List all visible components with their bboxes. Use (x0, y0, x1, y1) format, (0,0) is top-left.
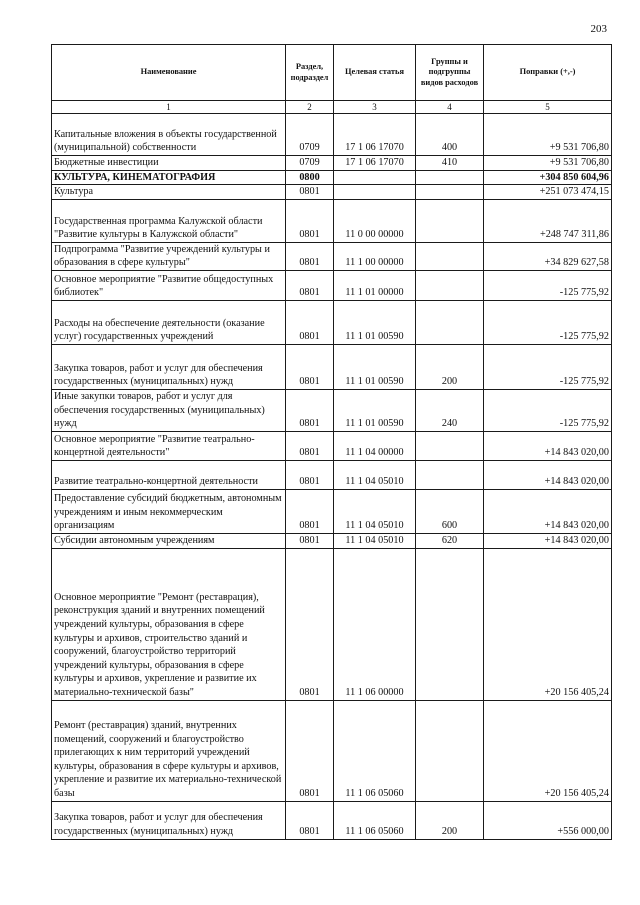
table-row (52, 170, 612, 185)
table-row (52, 389, 612, 431)
row-section-code: 0800 (286, 170, 334, 185)
page-number: 203 (590, 23, 607, 35)
row-name: Основное мероприятие "Развитие общедоступных библиотек" (52, 270, 286, 300)
header-section: Раздел, подраздел (286, 45, 334, 101)
row-target-article (334, 185, 416, 200)
row-section-code: 0801 (286, 300, 334, 344)
row-target-article: 11 1 06 05060 (334, 801, 416, 839)
row-name: Бюджетные инвестиции (52, 156, 286, 171)
row-section-code: 0801 (286, 344, 334, 389)
row-section-code: 0801 (286, 460, 334, 489)
row-name: Капитальные вложения в объекты государственной (муниципальной) собственности (52, 114, 286, 156)
row-name: Закупка товаров, работ и услуг для обеспечения государственных (муниципальных) нужд (52, 801, 286, 839)
table-row (52, 242, 612, 270)
row-name: Государственная программа Калужской области "Развитие культуры в Калужской области" (52, 199, 286, 242)
table-row (52, 533, 612, 548)
row-amendment: -125 775,92 (484, 300, 612, 344)
table-row (52, 270, 612, 300)
row-section-code: 0801 (286, 270, 334, 300)
row-name: Развитие театрально-концертной деятельности (52, 460, 286, 489)
row-amendment: +14 843 020,00 (484, 489, 612, 533)
row-expense-group (416, 170, 484, 185)
row-target-article (334, 170, 416, 185)
row-amendment: +9 531 706,80 (484, 156, 612, 171)
row-expense-group: 200 (416, 344, 484, 389)
row-name: Ремонт (реставрация) зданий, внутренних помещений, сооружений и благоустройство прилегающих к ним территорий учреждений культуры, образования в сфере культуры и архивов, укрепление и развитие их материально-технической базы (52, 700, 286, 801)
table-row (52, 114, 612, 156)
header-name: Наименование (52, 45, 286, 101)
row-section-code: 0801 (286, 801, 334, 839)
row-amendment: -125 775,92 (484, 270, 612, 300)
row-target-article: 11 1 04 05010 (334, 460, 416, 489)
row-section-code: 0801 (286, 199, 334, 242)
row-expense-group (416, 300, 484, 344)
row-section-code: 0801 (286, 185, 334, 200)
row-target-article: 11 1 04 05010 (334, 533, 416, 548)
row-target-article: 11 1 06 05060 (334, 700, 416, 801)
row-expense-group (416, 700, 484, 801)
row-target-article: 11 1 00 00000 (334, 242, 416, 270)
row-amendment: +556 000,00 (484, 801, 612, 839)
table-row (52, 300, 612, 344)
row-expense-group (416, 548, 484, 700)
row-target-article: 11 1 04 05010 (334, 489, 416, 533)
row-target-article: 17 1 06 17070 (334, 156, 416, 171)
table-row (52, 700, 612, 801)
row-name: Основное мероприятие "Развитие театрально-концертной деятельности" (52, 431, 286, 460)
table-row (52, 489, 612, 533)
row-amendment: +14 843 020,00 (484, 533, 612, 548)
row-name: Основное мероприятие "Ремонт (реставрация), реконструкция зданий и внутренних помещений учреждений культуры, образования в сфере культуры и архивов, строительство зданий и сооружений, благоустройство территорий учреждений культуры, образования в сфере культуры и архивов, укрепление и развитие их материально-технической базы" (52, 548, 286, 700)
row-amendment: +248 747 311,86 (484, 199, 612, 242)
row-expense-group (416, 431, 484, 460)
row-amendment: -125 775,92 (484, 344, 612, 389)
table-row (52, 185, 612, 200)
row-expense-group (416, 460, 484, 489)
row-target-article: 11 1 04 00000 (334, 431, 416, 460)
row-expense-group (416, 242, 484, 270)
column-number: 1 (52, 101, 286, 114)
row-section-code: 0801 (286, 533, 334, 548)
row-amendment: +9 531 706,80 (484, 114, 612, 156)
row-section-code: 0709 (286, 156, 334, 171)
row-target-article: 11 1 01 00590 (334, 389, 416, 431)
row-expense-group: 620 (416, 533, 484, 548)
row-amendment: +14 843 020,00 (484, 431, 612, 460)
row-amendment: +304 850 604,96 (484, 170, 612, 185)
row-name: Предоставление субсидий бюджетным, автономным учреждениям и иным некоммерческим организациям (52, 489, 286, 533)
row-name: КУЛЬТУРА, КИНЕМАТОГРАФИЯ (52, 170, 286, 185)
row-name: Иные закупки товаров, работ и услуг для обеспечения государственных (муниципальных) нужд (52, 389, 286, 431)
row-expense-group (416, 185, 484, 200)
row-amendment: +20 156 405,24 (484, 700, 612, 801)
row-target-article: 11 1 01 00590 (334, 344, 416, 389)
row-name: Закупка товаров, работ и услуг для обеспечения государственных (муниципальных) нужд (52, 344, 286, 389)
row-section-code: 0709 (286, 114, 334, 156)
row-expense-group: 200 (416, 801, 484, 839)
row-expense-group: 240 (416, 389, 484, 431)
row-amendment: -125 775,92 (484, 389, 612, 431)
row-section-code: 0801 (286, 489, 334, 533)
table-row (52, 199, 612, 242)
row-expense-group: 600 (416, 489, 484, 533)
row-amendment: +14 843 020,00 (484, 460, 612, 489)
row-amendment: +251 073 474,15 (484, 185, 612, 200)
row-name: Культура (52, 185, 286, 200)
table-row (52, 156, 612, 171)
row-name: Подпрограмма "Развитие учреждений культуры и образования в сфере культуры" (52, 242, 286, 270)
table-row (52, 801, 612, 839)
table-row (52, 344, 612, 389)
column-number: 2 (286, 101, 334, 114)
row-target-article: 11 0 00 00000 (334, 199, 416, 242)
row-section-code: 0801 (286, 431, 334, 460)
budget-table (51, 44, 612, 840)
header-row (52, 45, 612, 101)
row-name: Расходы на обеспечение деятельности (оказание услуг) государственных учреждений (52, 300, 286, 344)
row-target-article: 11 1 06 00000 (334, 548, 416, 700)
row-name: Субсидии автономным учреждениям (52, 533, 286, 548)
table-row (52, 460, 612, 489)
header-groups: Группы и подгруппы видов расходов (416, 45, 484, 101)
table-row (52, 431, 612, 460)
row-target-article: 11 1 01 00000 (334, 270, 416, 300)
header-target: Целевая статья (334, 45, 416, 101)
column-number: 5 (484, 101, 612, 114)
table-row (52, 548, 612, 700)
row-section-code: 0801 (286, 242, 334, 270)
row-section-code: 0801 (286, 548, 334, 700)
row-expense-group: 400 (416, 114, 484, 156)
row-target-article: 11 1 01 00590 (334, 300, 416, 344)
column-number-row (52, 101, 612, 114)
row-amendment: +34 829 627,58 (484, 242, 612, 270)
row-expense-group (416, 270, 484, 300)
column-number: 4 (416, 101, 484, 114)
header-amendments: Поправки (+,-) (484, 45, 612, 101)
row-section-code: 0801 (286, 389, 334, 431)
row-section-code: 0801 (286, 700, 334, 801)
row-amendment: +20 156 405,24 (484, 548, 612, 700)
row-expense-group (416, 199, 484, 242)
row-expense-group: 410 (416, 156, 484, 171)
row-target-article: 17 1 06 17070 (334, 114, 416, 156)
column-number: 3 (334, 101, 416, 114)
